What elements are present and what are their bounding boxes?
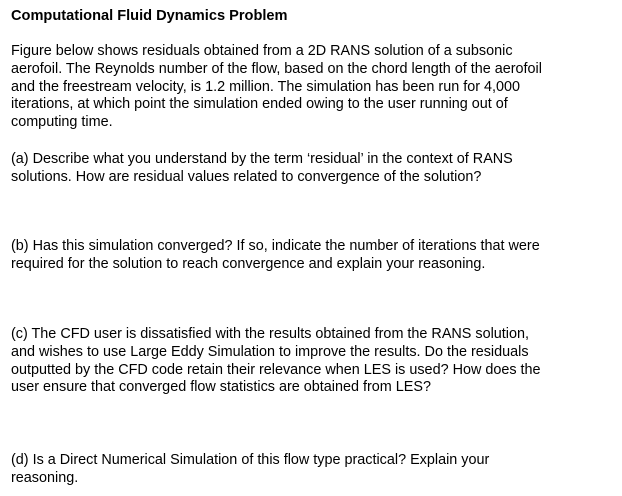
question-line: (d) Is a Direct Numerical Simulation of this flow type practical? Explain your xyxy=(11,452,490,468)
question-line: outputted by the CFD code retain their relevance when LES is used? How does the xyxy=(11,361,541,378)
intro-line: iterations, at which point the simulation ended owing to the user running out of xyxy=(11,96,508,113)
intro-line: aerofoil. The Reynolds number of the flow, based on the chord length of the aerofoil xyxy=(11,60,542,77)
question-a xyxy=(11,151,617,187)
intro-line: and the freestream velocity, is 1.2 million. The simulation has been run for 4,000 xyxy=(11,78,521,95)
question-d xyxy=(11,452,617,488)
question-line: (b) Has this simulation converged? If so, indicate the number of iterations that were xyxy=(11,238,540,254)
question-b xyxy=(11,238,617,274)
question-line: reasoning. xyxy=(11,469,79,486)
title-text: Computational Fluid Dynamics Problem xyxy=(11,8,288,24)
intro-paragraph xyxy=(11,43,617,132)
question-line: required for the solution to reach convergence and explain your reasoning. xyxy=(11,255,486,272)
question-line: and wishes to use Large Eddy Simulation to improve the results. Do the residuals xyxy=(11,343,529,360)
question-line: solutions. How are residual values related to convergence of the solution? xyxy=(11,168,482,185)
question-line: user ensure that converged flow statistics are obtained from LES? xyxy=(11,379,431,396)
page-title xyxy=(11,8,617,26)
intro-line: computing time. xyxy=(11,114,113,131)
intro-line: Figure below shows residuals obtained from a 2D RANS solution of a subsonic xyxy=(11,43,513,59)
question-line: (a) Describe what you understand by the term ‘residual’ in the context of RANS xyxy=(11,151,513,167)
question-line: (c) The CFD user is dissatisfied with the results obtained from the RANS solution, xyxy=(11,326,530,342)
question-c xyxy=(11,326,617,397)
